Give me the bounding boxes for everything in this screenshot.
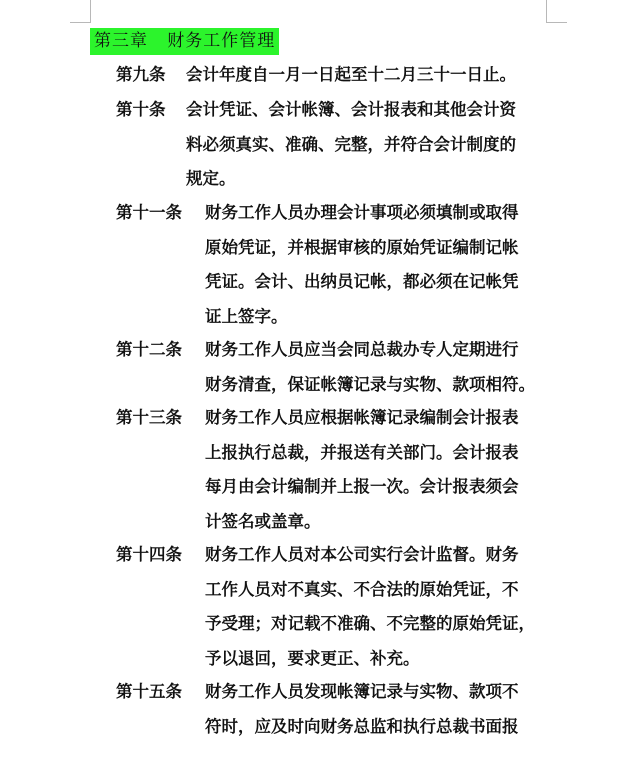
article-line: 凭证。会计、出纳员记帐，都必须在记帐凭 bbox=[205, 272, 519, 291]
article-line: 财务工作人员对本公司实行会计监督。财务 bbox=[205, 545, 519, 564]
article-line: 会计年度自一月一日起至十二月三十一日止。 bbox=[186, 65, 516, 84]
article-line: 财务工作人员应根据帐簿记录编制会计报表 bbox=[205, 408, 519, 427]
top-right-margin-mark bbox=[546, 0, 567, 23]
article-line: 计签名或盖章。 bbox=[205, 511, 321, 531]
article-line: 证上签字。 bbox=[205, 306, 288, 326]
article-line: 料必须真实、准确、完整，并符合会计制度的 bbox=[186, 134, 516, 154]
article-number: 第十条 bbox=[116, 100, 166, 119]
article-line: 工作人员对不真实、不合法的原始凭证，不 bbox=[205, 579, 519, 599]
article-number: 第十五条 bbox=[116, 682, 182, 701]
article-number: 第十二条 bbox=[116, 340, 182, 359]
article-number: 第九条 bbox=[116, 65, 166, 84]
article-number: 第十一条 bbox=[116, 203, 182, 222]
article-line: 财务清查，保证帐簿记录与实物、款项相符。 bbox=[205, 374, 535, 394]
article-body bbox=[205, 333, 535, 402]
article-line: 财务工作人员办理会计事项必须填制或取得 bbox=[205, 203, 519, 222]
article-line: 会计凭证、会计帐簿、会计报表和其他会计资 bbox=[186, 100, 516, 119]
chapter-heading: 第三章 财务工作管理 bbox=[90, 28, 279, 55]
article-body bbox=[186, 58, 516, 93]
article-body bbox=[205, 401, 519, 539]
article-line: 财务工作人员发现帐簿记录与实物、款项不 bbox=[205, 682, 519, 701]
article-line: 予以退回，要求更正、补充。 bbox=[205, 648, 420, 668]
article-line: 每月由会计编制并上报一次。会计报表须会 bbox=[205, 477, 519, 496]
article-body bbox=[205, 196, 519, 334]
article-body bbox=[186, 93, 516, 197]
article-line: 符时，应及时向财务总监和执行总裁书面报 bbox=[205, 716, 519, 736]
article-line: 规定。 bbox=[186, 169, 236, 188]
article-line: 上报执行总裁，并报送有关部门。会计报表 bbox=[205, 442, 519, 462]
article-body bbox=[205, 538, 535, 676]
top-left-margin-mark bbox=[70, 0, 91, 23]
article-number: 第十四条 bbox=[116, 545, 182, 564]
article-line: 财务工作人员应当会同总裁办专人定期进行 bbox=[205, 340, 519, 359]
article-body bbox=[205, 675, 519, 744]
article-line: 原始凭证，并根据审核的原始凭证编制记帐 bbox=[205, 237, 519, 257]
article-number: 第十三条 bbox=[116, 408, 182, 427]
article-line: 予受理；对记载不准确、不完整的原始凭证， bbox=[205, 614, 535, 633]
